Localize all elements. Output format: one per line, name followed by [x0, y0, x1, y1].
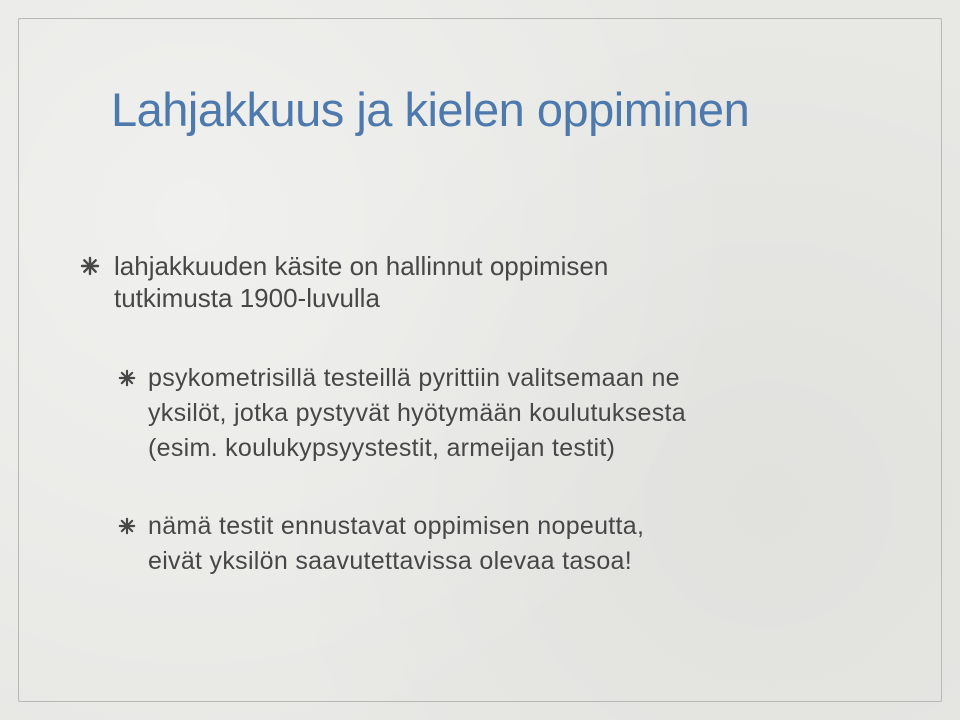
- slide-title: Lahjakkuus ja kielen oppiminen: [111, 83, 750, 136]
- bullet-item-3: [118, 509, 878, 579]
- asterisk-bullet-icon: [118, 369, 136, 387]
- bullet-1-line-2: tutkimusta 1900-luvulla: [114, 283, 380, 313]
- bullet-3-line-2: eivät yksilön saavutettavissa olevaa tasoa!: [148, 547, 632, 575]
- bullet-3-line-1: nämä testit ennustavat oppimisen nopeutta,: [148, 512, 645, 540]
- bullet-item-1: [80, 250, 840, 314]
- bullet-item-2: [118, 361, 878, 466]
- bullet-2-line-1: psykometrisillä testeillä pyrittiin valitsemaan ne: [148, 364, 680, 392]
- bullet-2-line-2: yksilöt, jotka pystyvät hyötymään koulutuksesta: [148, 399, 686, 427]
- asterisk-bullet-icon: [80, 256, 100, 276]
- bullet-1-line-1: lahjakkuuden käsite on hallinnut oppimisen: [114, 251, 609, 281]
- bullet-2-line-3: (esim. koulukypsyystestit, armeijan testit): [148, 434, 616, 462]
- asterisk-bullet-icon: [118, 517, 136, 535]
